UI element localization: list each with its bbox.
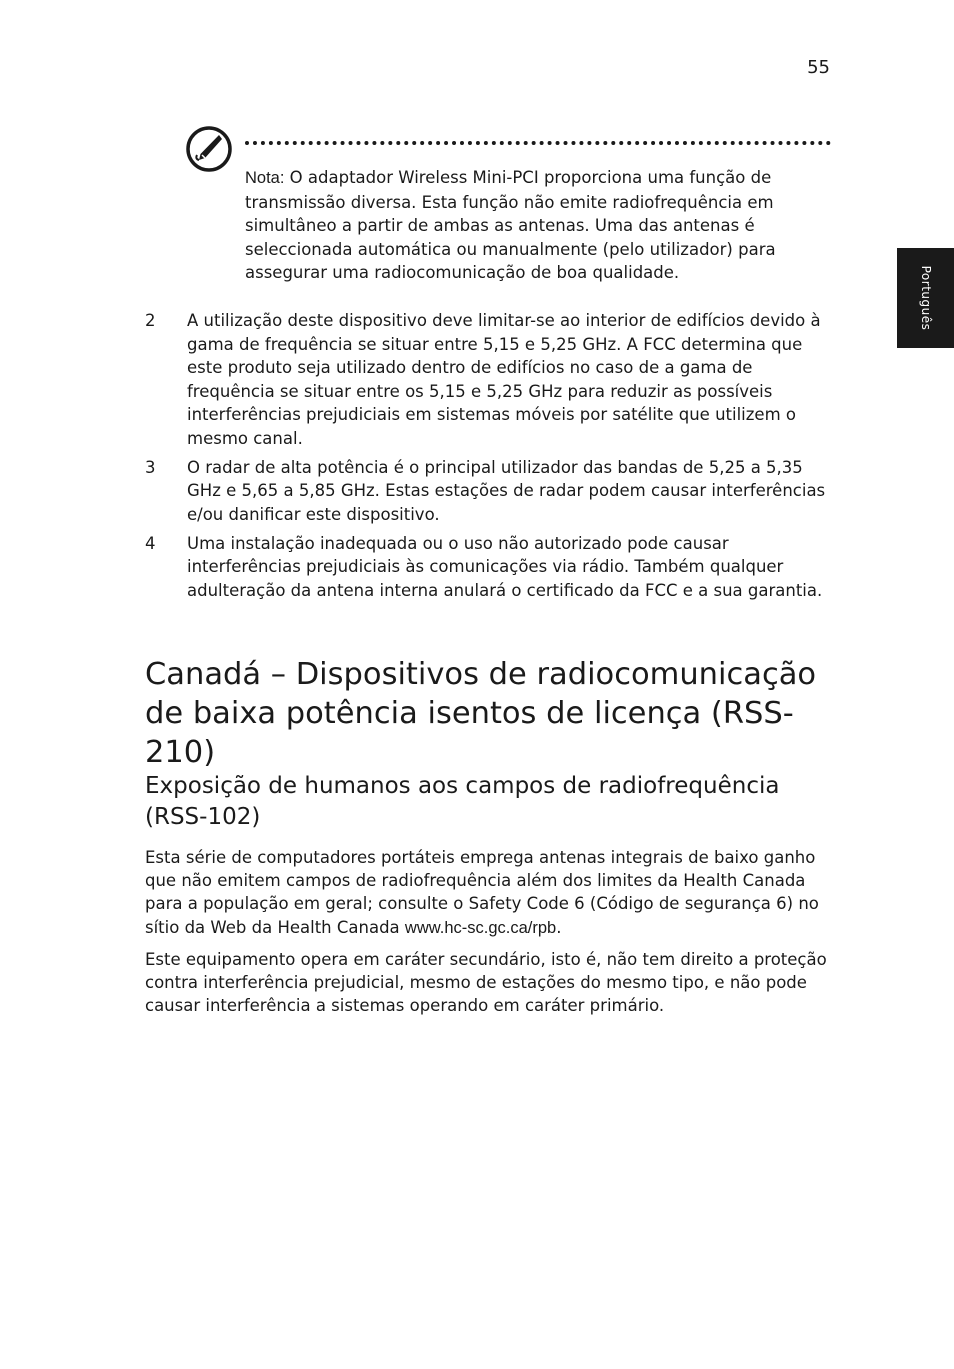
paragraph-end: .	[556, 917, 562, 937]
health-canada-link[interactable]: www.hc-sc.gc.ca/rpb	[404, 918, 557, 937]
paragraph-secondary-operation: Este equipamento opera em caráter secundário, isto é, não tem direito a proteção contra interferência prejudicial, mesmo de estações do mesmo tipo, e não pode causar interferência a sistemas operando em caráter primário.	[145, 950, 827, 1016]
language-tab	[897, 248, 954, 348]
list-item	[145, 532, 835, 603]
list-item	[145, 309, 835, 450]
note-pen-icon	[185, 125, 233, 173]
list-item	[145, 456, 835, 527]
subsection-heading: Exposição de humanos aos campos de radiofrequência (RSS-102)	[145, 773, 780, 830]
note-text: O adaptador Wireless Mini-PCI proporciona uma função de transmissão diversa. Esta função não emite radiofrequência em simultâneo a partir de ambas as antenas. Uma das antenas é seleccionada automática ou manualmente (pelo utilizador) para assegurar uma radiocomunicação de boa qualidade.	[245, 168, 776, 282]
list-item-text: Uma instalação inadequada ou o uso não autorizado pode causar interferências prejudiciais às comunicações via rádio. Também qualquer adulteração da antena interna anulará o certificado da FCC e a sua garantia.	[187, 533, 823, 600]
list-item-number: 3	[145, 457, 156, 477]
note-divider	[245, 141, 831, 145]
note-body	[245, 166, 831, 285]
note-label: Nota:	[245, 169, 285, 187]
language-tab-label: Português	[918, 265, 933, 331]
list-item-number: 2	[145, 311, 156, 330]
section-heading: Canadá – Dispositivos de radiocomunicação de baixa potência isentos de licença (RSS-210)	[145, 657, 817, 770]
list-item-text: O radar de alta potência é o principal utilizador das bandas de 5,25 a 5,35 GHz e 5,65 a 5,85 GHz. Estas estações de radar podem causar interferências e/ou danificar este dispositivo.	[187, 457, 826, 524]
numbered-list	[145, 309, 835, 608]
paragraph-rf-exposure	[145, 846, 835, 940]
page-number: 55	[807, 57, 830, 78]
list-item-number: 4	[145, 533, 156, 553]
list-item-text: A utilização deste dispositivo deve limitar-se ao interior de edifícios devido à gama de frequência se situar entre 5,15 e 5,25 GHz. A FCC determina que este produto seja utilizado dentro de edifícios no caso de a gama de frequência se situar entre os 5,15 e 5,25 GHz para reduzir as possíveis interferências prejudiciais em sistemas móveis por satélite que utilizem o mesmo canal.	[187, 311, 821, 448]
paragraph-text: Esta série de computadores portáteis emprega antenas integrais de baixo ganho que não emitem campos de radiofrequência além dos limites da Health Canada para a população em geral; consulte o Safety Code 6 (Código de segurança 6) no sítio da Web da Health Canada	[145, 848, 819, 937]
